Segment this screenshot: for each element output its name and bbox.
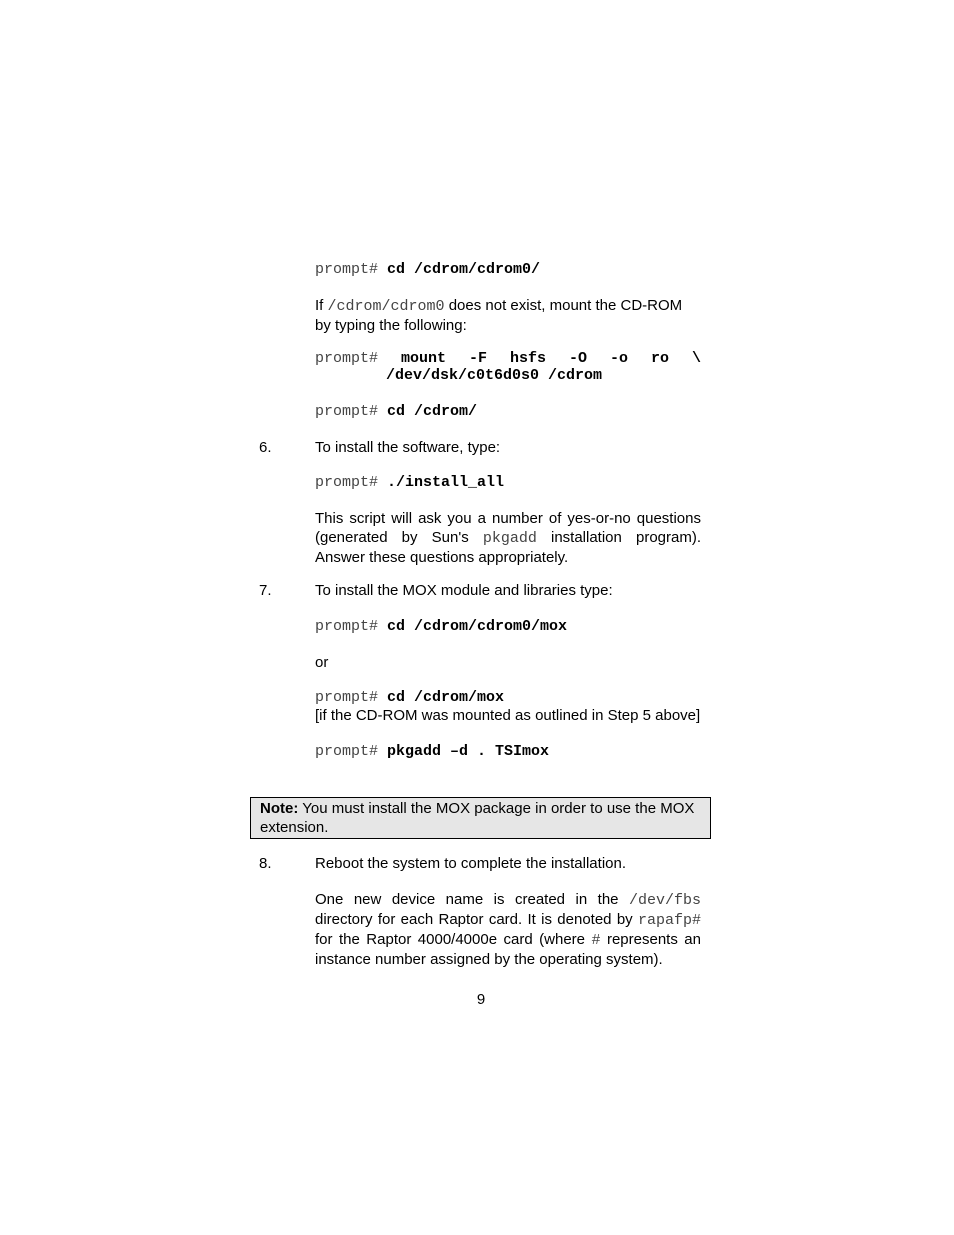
note-text: You must install the MOX package in order to use the MOX extension. — [260, 800, 695, 836]
paragraph-text: for the Raptor 4000/4000e card (where — [315, 931, 592, 948]
command-text: cd /cdrom/ — [387, 403, 478, 420]
inline-code: rapafp# — [637, 912, 701, 929]
paragraph-text: If — [315, 297, 328, 314]
command-text: cd /cdrom/cdrom0/ — [387, 261, 541, 278]
command-line — [315, 617, 701, 636]
paragraph-text: does not exist, mount the CD-ROM by typing the following: — [315, 297, 683, 334]
step-number: 6. — [259, 439, 272, 456]
paragraph-text: installation program). Answer these questions appropriately. — [315, 529, 702, 566]
prompt-text: prompt# — [315, 403, 379, 420]
step-text: To install the MOX module and libraries type: — [315, 582, 613, 599]
step-text: To install the software, type: — [315, 439, 501, 456]
paragraph-text: One new device name is created in the — [315, 891, 629, 908]
paragraph — [315, 509, 701, 567]
command-text: mount -F hsfs -O -o ro \ — [401, 350, 701, 367]
bracket-note: [if the CD-ROM was mounted as outlined in Step 5 above] — [315, 707, 701, 724]
inline-code: /dev/fbs — [628, 892, 701, 909]
command-line — [315, 742, 701, 761]
paragraph-text: represents an instance number assigned by the operating system). — [315, 931, 701, 968]
command-line — [315, 402, 701, 421]
paragraph — [315, 296, 701, 335]
prompt-text: prompt# — [315, 350, 379, 367]
inline-code: pkgadd — [482, 530, 537, 547]
inline-code: # — [591, 932, 601, 949]
command-text: cd /cdrom/cdrom0/mox — [387, 618, 568, 635]
prompt-text: prompt# — [315, 474, 379, 491]
or-text: or — [315, 654, 329, 671]
command-line — [315, 688, 701, 707]
prompt-text: prompt# — [315, 261, 379, 278]
paragraph — [315, 890, 701, 969]
paragraph-text: directory for each Raptor card. It is denoted by — [315, 911, 638, 928]
command-text: ./install_all — [387, 474, 505, 491]
paragraph-text: This script will ask you a number of yes-or-no questions (generated by Sun's — [315, 510, 701, 546]
prompt-text: prompt# — [315, 618, 379, 635]
inline-code: /cdrom/cdrom0 — [327, 298, 445, 315]
command-text: pkgadd –d . TSImox — [387, 743, 550, 760]
page-number: 9 — [476, 991, 486, 1008]
prompt-text: prompt# — [315, 743, 379, 760]
command-text: cd /cdrom/mox — [387, 689, 505, 706]
step-number: 7. — [259, 582, 272, 599]
command-continuation: /dev/dsk/c0t6d0s0 /cdrom — [386, 367, 603, 384]
step-number: 8. — [259, 855, 272, 872]
prompt-text: prompt# — [315, 689, 379, 706]
note-label: Note: — [260, 800, 299, 817]
command-line — [315, 473, 701, 492]
note-box — [250, 797, 711, 839]
step-text: Reboot the system to complete the installation. — [315, 855, 627, 872]
command-line — [315, 260, 701, 279]
